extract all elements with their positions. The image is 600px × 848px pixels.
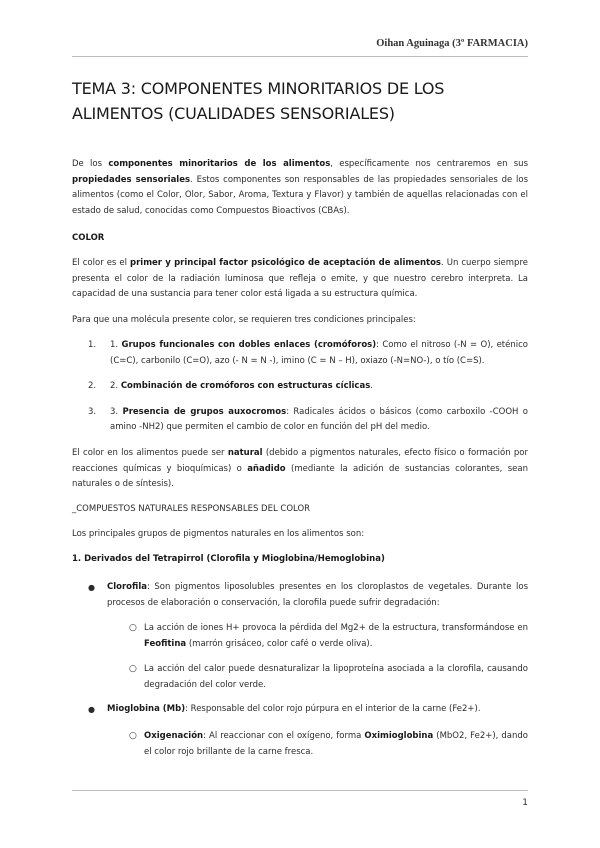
list-prefix: 2. — [110, 381, 121, 391]
sub-bold-1: Feofitina — [144, 638, 187, 649]
filled-circle-bullet-icon: ● — [88, 583, 95, 592]
header-divider — [72, 56, 528, 57]
intro-text-1: De los — [72, 159, 109, 169]
list-item — [72, 405, 528, 436]
conditions-intro: Para que una molécula presente color, se requieren tres condiciones principales: — [72, 315, 416, 325]
ring-bullet-icon: ○ — [129, 731, 137, 741]
page-number: 1 — [522, 798, 528, 808]
natural-bold-1: natural — [227, 448, 263, 458]
list-number: 3. — [88, 406, 97, 417]
natural-text-1: El color en los alimentos puede ser — [72, 448, 228, 458]
list-number: 1. — [88, 340, 97, 350]
ring-bullet-icon: ○ — [129, 664, 137, 674]
conditions-list — [72, 338, 528, 446]
page-title: TEMA 3: COMPONENTES MINORITARIOS DE LOS ALIMENTOS (CUALIDADES SENSORIALES) — [72, 79, 445, 123]
bullet-bold: Mioglobina (Mb) — [107, 704, 186, 714]
sub-bullet-feofitina — [72, 621, 528, 652]
list-bold: Presencia de grupos auxocromos — [122, 406, 287, 417]
natural-bold-2: añadido — [247, 463, 286, 474]
color-text-2: . Un cuerpo siempre presenta el color de la radiación luminosa que refleja o emite, y que nuestro cerebro interpreta. La capacidad de una sustancia para tener color está ligada a su estructura química. — [72, 258, 528, 299]
color-bold-1: primer y principal factor psicológico de aceptación de alimentos — [130, 258, 441, 268]
derivados-heading-text: 1. Derivados del Tetrapirrol (Clorofila y Mioglobina/Hemoglobina) — [72, 554, 385, 564]
footer-divider — [72, 790, 528, 791]
sub-bold-1: Oximioglobina — [364, 731, 434, 741]
sub-bold-0: Oxigenación — [144, 731, 204, 741]
natural-text-3: (mediante la adición de sustancias colorantes, sean naturales o de síntesis). — [72, 463, 528, 489]
list-item — [72, 702, 528, 718]
intro-paragraph — [72, 157, 528, 219]
color-heading — [72, 231, 528, 247]
bullet-mioglobina — [72, 702, 528, 718]
sub-text-1: : Al reaccionar con el oxígeno, forma — [203, 731, 365, 741]
intro-bold-1: componentes minoritarios de los alimentos — [108, 159, 331, 169]
sub-bullet-text — [144, 621, 528, 652]
sub-text-1: La acción de iones H+ provoca la pérdida del Mg2+ de la estructura, transformándose en — [144, 623, 528, 633]
intro-text-3: . Estos componentes son responsables de las propiedades sensoriales de los alimentos (como el Color, Olor, Sabor, Aroma, Textura y Flavor) y también de aquellas relacionadas con el estado de salud, conocidas como Compuestos Bioactivos (CBAs). — [72, 174, 529, 216]
list-item — [72, 338, 528, 369]
bullet-text: : Responsable del color rojo púrpura en el interior de la carne (Fe2+). — [185, 704, 481, 714]
list-number: 2. — [88, 381, 97, 391]
list-bold: Grupos funcionales con dobles enlaces (cromóforos) — [121, 340, 377, 350]
list-text: . — [370, 381, 373, 391]
header-author: Oihan Aguinaga (3º FARMACIA) — [376, 38, 528, 49]
bullet-bold: Clorofila — [107, 582, 147, 592]
list-item — [72, 580, 528, 611]
bullet-text: : Son pigmentos liposolubles presentes en los cloroplastos de vegetales. Durante los procesos de elaboración o conservación, la clorofila puede sufrir degradación: — [107, 582, 528, 608]
subsection-heading: _COMPUESTOS NATURALES RESPONSABLES DEL COLOR — [72, 504, 311, 514]
list-text: : Radicales ácidos o básicos (como carboxilo -COOH o amino -NH2) que permiten el cambio de color en función del pH del medio. — [110, 406, 528, 432]
sub-bullet-text — [144, 729, 528, 760]
list-prefix: 1. — [110, 340, 122, 350]
intro-bold-2: propiedades sensoriales — [72, 174, 191, 185]
natural-text-2: (debido a pigmentos naturales, efecto físico o formación por reacciones químicas y bioquímicas) o — [72, 448, 528, 474]
list-bold: Combinación de cromóforos con estructuras cíclicas — [120, 381, 371, 391]
bullet-clorofila — [72, 580, 528, 611]
pigments-intro: Los principales grupos de pigmentos naturales en los alimentos son: — [72, 529, 365, 539]
sub-text-2: (marrón grisáceo, color café o verde oliva). — [186, 638, 373, 649]
sub-bullet-oxigenacion — [72, 729, 528, 760]
color-text-1: El color es el — [72, 258, 130, 268]
intro-text-2: , específicamente nos centraremos en sus — [330, 159, 529, 169]
sub-bullet-text — [144, 662, 528, 693]
list-prefix: 3. — [110, 406, 123, 417]
natural-paragraph — [72, 446, 528, 493]
sub-text-1: La acción del calor puede desnaturalizar la lipoproteína asociada a la clorofila, causando degradación del color verde. — [144, 664, 528, 690]
filled-circle-bullet-icon: ● — [88, 705, 95, 714]
list-text: : Como el nitroso (-N = O), eténico (C=C), carbonilo (C=O), azo (- N = N -), imino (C = N – H), oxiazo (-N=NO-), o tío (C=S). — [110, 340, 528, 366]
color-heading-text: COLOR — [72, 233, 105, 243]
list-item — [72, 379, 528, 395]
derivados-heading — [72, 552, 528, 568]
color-paragraph — [72, 256, 528, 303]
ring-bullet-icon: ○ — [129, 623, 137, 633]
sub-text-2: (MbO2, Fe2+), dando el color rojo brillante de la carne fresca. — [144, 731, 528, 757]
sub-bullet-calor — [72, 662, 528, 693]
